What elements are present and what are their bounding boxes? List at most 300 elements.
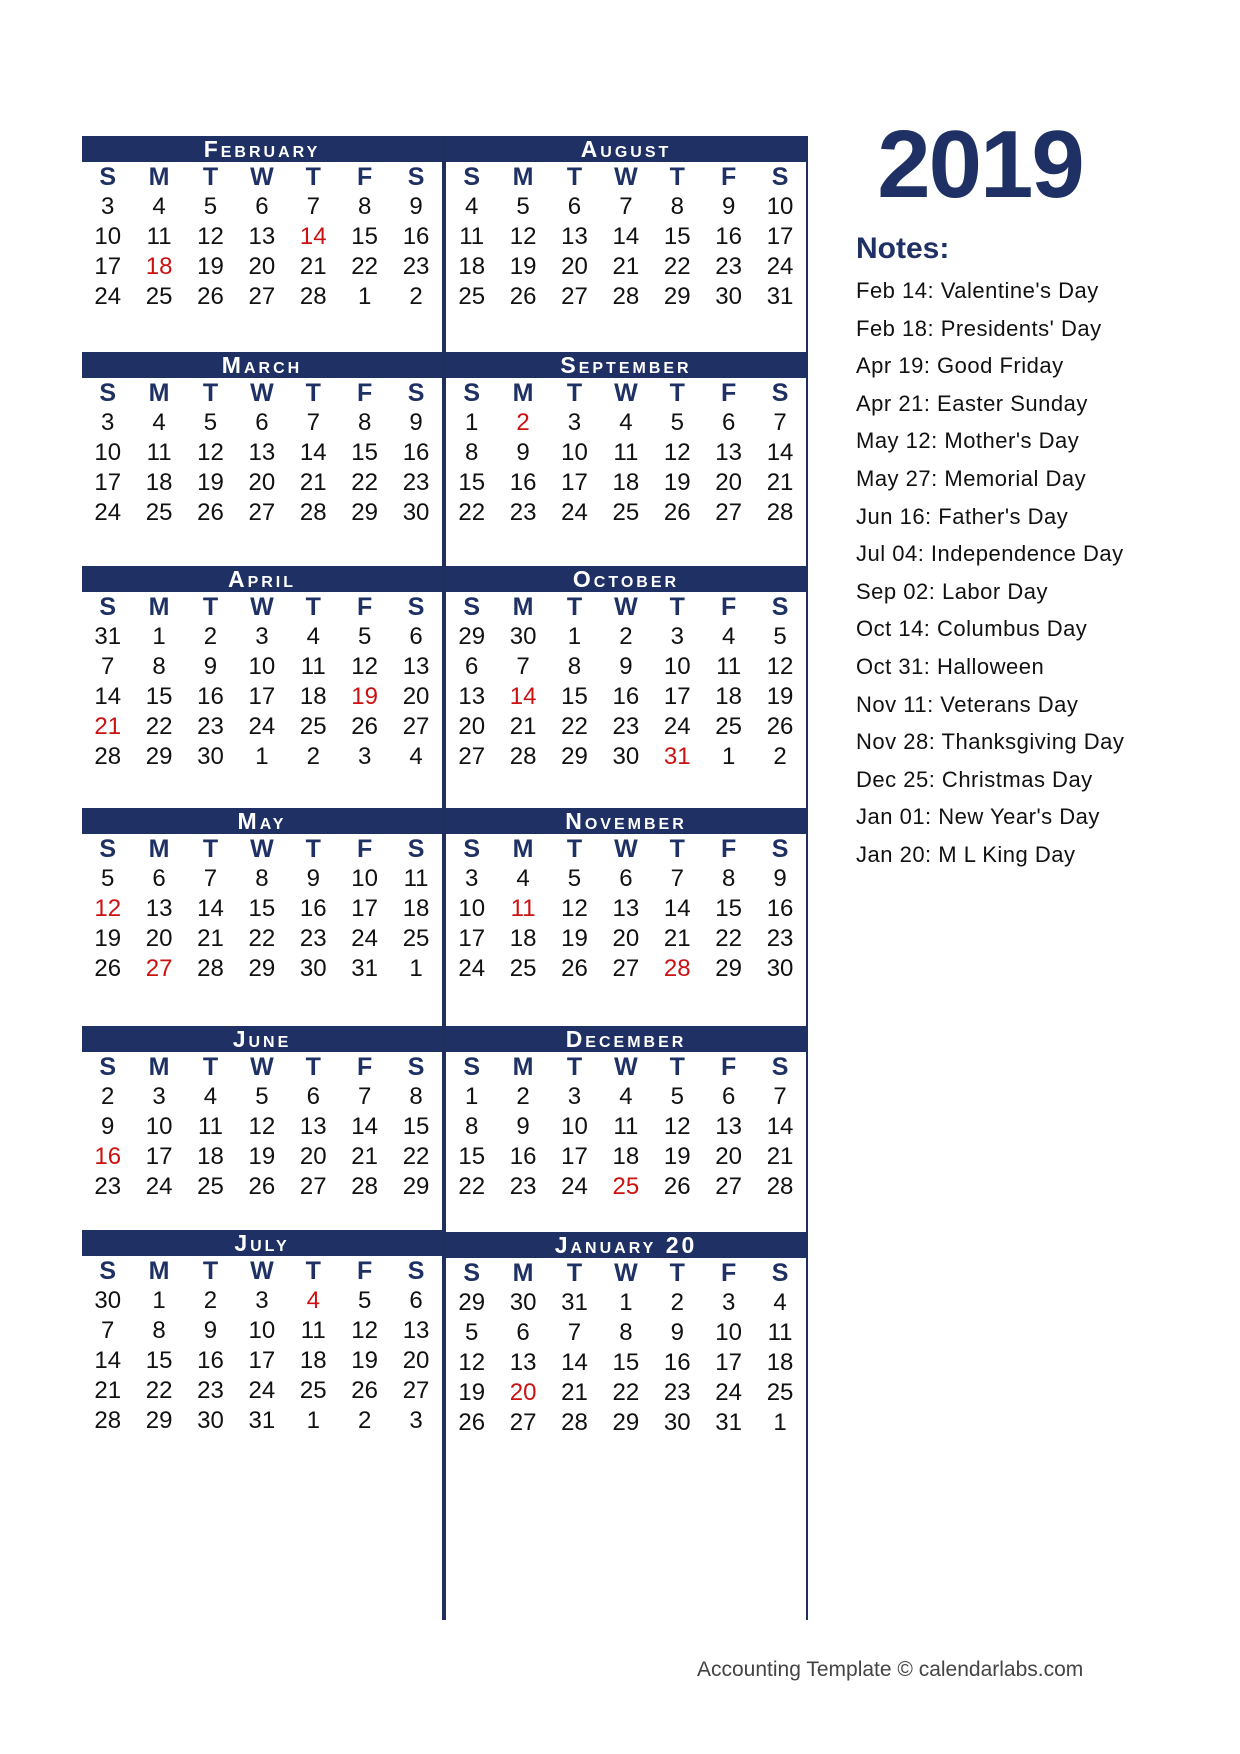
day-cell: 1 [357, 283, 372, 310]
day-cell: 22 [458, 499, 486, 526]
weekday-label: S [771, 1259, 789, 1287]
month-block [82, 566, 442, 772]
day-cell: 14 [299, 439, 327, 466]
day-cell: 6 [255, 193, 269, 220]
day-cell: 22 [458, 1173, 486, 1200]
day-cell: 24 [351, 925, 378, 952]
day-cell: 29 [458, 623, 486, 650]
day-cell: 2 [101, 1083, 115, 1110]
day-cell: 1 [465, 409, 479, 436]
month-header: March [82, 352, 442, 378]
note-item: May 27: Memorial Day [856, 465, 1087, 491]
day-cell: 25 [299, 713, 327, 740]
day-cell: 13 [248, 223, 276, 250]
weekday-label: M [512, 1259, 534, 1287]
weekday-label: T [669, 163, 685, 191]
day-cell: 9 [516, 1113, 530, 1140]
day-cell: 12 [248, 1113, 276, 1140]
weekday-label: F [357, 593, 373, 621]
day-cell: 1 [255, 743, 269, 770]
day-cell: 11 [403, 865, 429, 892]
weekday-label: M [148, 1257, 170, 1285]
day-cell: 21 [663, 925, 691, 952]
month-header: May [82, 808, 442, 834]
day-cell: 9 [409, 193, 423, 220]
day-cell: 7 [773, 409, 787, 436]
day-cell: 29 [458, 1289, 486, 1316]
day-cell: 20 [561, 253, 588, 280]
week-row [446, 1378, 806, 1408]
day-cell: 14 [94, 1347, 122, 1374]
day-cell: 26 [561, 955, 588, 982]
day-cell: 10 [248, 653, 276, 680]
day-cell: 18 [402, 895, 430, 922]
week-row [446, 712, 806, 742]
month-block [82, 352, 442, 528]
day-cell: 27 [402, 713, 430, 740]
week-row [82, 742, 442, 772]
week-row [446, 622, 806, 652]
week-row [446, 924, 806, 954]
day-cell: 12 [351, 1317, 378, 1344]
day-cell: 14 [299, 223, 327, 250]
day-cell: 9 [516, 439, 530, 466]
weekday-label: W [250, 835, 274, 863]
week-row [446, 682, 806, 712]
day-cell: 30 [197, 1407, 224, 1434]
day-cell: 3 [567, 409, 582, 436]
day-cell: 15 [663, 223, 691, 250]
day-cell: 28 [94, 743, 122, 770]
note-item: May 12: Mother's Day [856, 428, 1080, 454]
day-cell: 18 [715, 683, 742, 710]
weekday-label: F [721, 593, 737, 621]
week-row [82, 924, 442, 954]
day-cell: 14 [94, 683, 122, 710]
day-cell: 9 [773, 865, 787, 892]
day-cell: 7 [306, 409, 320, 436]
day-cell: 19 [351, 1347, 378, 1374]
day-cell: 8 [465, 439, 479, 466]
day-cell: 25 [458, 283, 486, 310]
weekday-label: S [99, 163, 117, 191]
week-row [446, 954, 806, 984]
day-cell: 18 [299, 1347, 327, 1374]
day-cell: 29 [145, 1407, 173, 1434]
day-cell: 31 [248, 1407, 276, 1434]
day-cell: 9 [409, 409, 423, 436]
day-cell: 13 [248, 439, 276, 466]
week-row [82, 622, 442, 652]
weekday-label: T [566, 835, 583, 863]
day-cell: 28 [766, 1173, 794, 1200]
day-cell: 11 [613, 1113, 639, 1140]
week-row [82, 864, 442, 894]
day-cell: 22 [248, 925, 276, 952]
day-cell: 5 [203, 193, 218, 220]
day-cell: 23 [766, 925, 794, 952]
day-cell: 6 [516, 1319, 530, 1346]
day-cell: 14 [766, 439, 794, 466]
day-cell: 28 [561, 1409, 588, 1436]
day-cell: 3 [152, 1083, 166, 1110]
week-row [82, 252, 442, 282]
weekday-label: T [202, 1257, 219, 1285]
day-cell: 4 [306, 1287, 320, 1314]
weekday-label: S [463, 593, 481, 621]
day-cell: 17 [766, 223, 794, 250]
day-cell: 17 [715, 1349, 742, 1376]
day-cell: 15 [402, 1113, 430, 1140]
weekday-label: W [614, 163, 638, 191]
day-cell: 24 [663, 713, 691, 740]
day-cell: 20 [145, 925, 173, 952]
weekday-label: W [614, 835, 638, 863]
week-row [82, 652, 442, 682]
day-cell: 8 [357, 409, 372, 436]
day-cell: 24 [145, 1173, 173, 1200]
day-cell: 23 [197, 1377, 224, 1404]
day-cell: 23 [612, 713, 640, 740]
day-cell: 25 [402, 925, 430, 952]
day-cell: 11 [198, 1113, 223, 1140]
day-cell: 26 [351, 713, 378, 740]
day-cell: 28 [663, 955, 691, 982]
right-calendar-column [444, 136, 808, 1620]
day-cell: 15 [458, 1143, 486, 1170]
day-cell: 6 [255, 409, 269, 436]
day-cell: 13 [458, 683, 486, 710]
day-cell: 7 [670, 865, 684, 892]
weekday-label: S [463, 835, 481, 863]
day-cell: 7 [567, 1319, 582, 1346]
weekday-label: S [463, 1259, 481, 1287]
year-title: 2019 [877, 111, 1083, 218]
weekday-row [82, 592, 442, 622]
weekday-label: W [614, 1259, 638, 1287]
day-cell: 10 [458, 895, 486, 922]
day-cell: 26 [663, 499, 691, 526]
day-cell: 7 [101, 653, 115, 680]
weekday-label: M [148, 835, 170, 863]
weekday-label: M [148, 379, 170, 407]
day-cell: 28 [766, 499, 794, 526]
day-cell: 28 [197, 955, 224, 982]
day-cell: 9 [670, 1319, 684, 1346]
day-cell: 24 [94, 283, 122, 310]
day-cell: 4 [306, 623, 320, 650]
note-item: Jan 20: M L King Day [856, 841, 1076, 867]
day-cell: 22 [145, 713, 173, 740]
day-cell: 6 [152, 865, 166, 892]
day-cell: 2 [357, 1407, 372, 1434]
week-row [446, 1172, 806, 1202]
day-cell: 30 [197, 743, 224, 770]
week-row [82, 1142, 442, 1172]
day-cell: 10 [94, 223, 122, 250]
day-cell: 2 [203, 623, 218, 650]
note-item: Dec 25: Christmas Day [856, 766, 1093, 792]
weekday-label: S [407, 835, 425, 863]
month-block [82, 1230, 442, 1436]
day-cell: 9 [721, 193, 736, 220]
weekday-label: F [357, 163, 373, 191]
day-cell: 10 [766, 193, 794, 220]
weekday-label: T [669, 593, 685, 621]
day-cell: 28 [94, 1407, 122, 1434]
weekday-label: S [99, 1257, 117, 1285]
weekday-label: S [771, 163, 789, 191]
day-cell: 25 [612, 1173, 640, 1200]
day-cell: 29 [612, 1409, 640, 1436]
day-cell: 11 [767, 1319, 793, 1346]
day-cell: 29 [561, 743, 588, 770]
week-row [82, 192, 442, 222]
day-cell: 10 [561, 439, 588, 466]
weekday-row [446, 1258, 806, 1288]
weekday-label: F [721, 1053, 737, 1081]
day-cell: 27 [402, 1377, 430, 1404]
day-cell: 4 [721, 623, 736, 650]
day-cell: 13 [402, 653, 430, 680]
month-header: June [82, 1026, 442, 1052]
day-cell: 21 [766, 469, 794, 496]
week-row [82, 954, 442, 984]
day-cell: 26 [458, 1409, 486, 1436]
day-cell: 5 [516, 193, 530, 220]
day-cell: 19 [248, 1143, 276, 1170]
day-cell: 5 [357, 623, 372, 650]
weekday-label: S [99, 593, 117, 621]
month-header: January 20 [446, 1232, 806, 1258]
day-cell: 27 [715, 499, 742, 526]
day-cell: 24 [248, 1377, 276, 1404]
day-cell: 19 [663, 1143, 691, 1170]
weekday-label: W [250, 379, 274, 407]
day-cell: 17 [561, 469, 588, 496]
weekday-label: T [202, 593, 219, 621]
day-cell: 18 [766, 1349, 794, 1376]
day-cell: 19 [561, 925, 588, 952]
week-row [446, 282, 806, 312]
day-cell: 3 [465, 865, 479, 892]
day-cell: 4 [619, 409, 633, 436]
day-cell: 11 [510, 895, 536, 922]
day-cell: 3 [721, 1289, 736, 1316]
note-item: Nov 11: Veterans Day [856, 691, 1079, 717]
day-cell: 3 [357, 743, 372, 770]
week-row [82, 1082, 442, 1112]
day-cell: 18 [458, 253, 486, 280]
weekday-row [82, 834, 442, 864]
day-cell: 14 [612, 223, 640, 250]
month-block [446, 1026, 806, 1202]
day-cell: 7 [203, 865, 218, 892]
day-cell: 30 [402, 499, 430, 526]
day-cell: 22 [402, 1143, 430, 1170]
month-header: July [82, 1230, 442, 1256]
day-cell: 22 [715, 925, 742, 952]
day-cell: 14 [663, 895, 691, 922]
day-cell: 10 [715, 1319, 742, 1346]
week-row [82, 408, 442, 438]
day-cell: 15 [715, 895, 742, 922]
day-cell: 21 [299, 253, 327, 280]
day-cell: 23 [715, 253, 742, 280]
day-cell: 6 [721, 409, 736, 436]
week-row [446, 498, 806, 528]
month-header: November [446, 808, 806, 834]
week-row [446, 894, 806, 924]
day-cell: 30 [94, 1287, 122, 1314]
day-cell: 4 [152, 409, 166, 436]
week-row [446, 1348, 806, 1378]
day-cell: 1 [152, 623, 166, 650]
day-cell: 26 [509, 283, 537, 310]
day-cell: 30 [663, 1409, 691, 1436]
weekday-label: S [771, 835, 789, 863]
day-cell: 2 [306, 743, 320, 770]
day-cell: 8 [152, 653, 166, 680]
day-cell: 20 [299, 1143, 327, 1170]
day-cell: 25 [145, 499, 173, 526]
day-cell: 4 [203, 1083, 218, 1110]
day-cell: 16 [94, 1143, 122, 1170]
day-cell: 25 [299, 1377, 327, 1404]
day-cell: 18 [145, 469, 173, 496]
day-cell: 14 [197, 895, 224, 922]
day-cell: 5 [773, 623, 787, 650]
day-cell: 3 [101, 193, 115, 220]
day-cell: 30 [766, 955, 794, 982]
day-cell: 12 [197, 223, 224, 250]
day-cell: 26 [351, 1377, 378, 1404]
day-cell: 14 [509, 683, 537, 710]
day-cell: 27 [145, 955, 173, 982]
note-item: Oct 14: Columbus Day [856, 616, 1088, 642]
weekday-label: M [512, 379, 534, 407]
weekday-label: W [614, 1053, 638, 1081]
week-row [446, 468, 806, 498]
weekday-label: S [407, 1053, 425, 1081]
weekday-label: T [305, 379, 321, 407]
weekday-row [82, 378, 442, 408]
day-cell: 12 [663, 1113, 691, 1140]
week-row [82, 282, 442, 312]
day-cell: 3 [255, 1287, 269, 1314]
day-cell: 25 [612, 499, 640, 526]
week-row [82, 1376, 442, 1406]
day-cell: 25 [715, 713, 742, 740]
day-cell: 17 [94, 253, 122, 280]
day-cell: 23 [94, 1173, 122, 1200]
weekday-row [446, 162, 806, 192]
day-cell: 13 [715, 439, 742, 466]
day-cell: 21 [509, 713, 537, 740]
day-cell: 5 [101, 865, 115, 892]
day-cell: 4 [619, 1083, 633, 1110]
day-cell: 7 [619, 193, 633, 220]
day-cell: 6 [721, 1083, 736, 1110]
weekday-label: M [148, 163, 170, 191]
weekday-label: S [407, 163, 425, 191]
day-cell: 7 [357, 1083, 372, 1110]
day-cell: 6 [465, 653, 479, 680]
day-cell: 10 [561, 1113, 588, 1140]
day-cell: 13 [715, 1113, 742, 1140]
day-cell: 12 [197, 439, 224, 466]
day-cell: 17 [663, 683, 691, 710]
day-cell: 12 [509, 223, 537, 250]
day-cell: 21 [351, 1143, 378, 1170]
day-cell: 30 [509, 623, 537, 650]
day-cell: 3 [409, 1407, 423, 1434]
note-item: Nov 28: Thanksgiving Day [856, 729, 1125, 755]
weekday-label: T [202, 379, 219, 407]
day-cell: 1 [721, 743, 736, 770]
day-cell: 27 [248, 283, 276, 310]
weekday-label: S [407, 379, 425, 407]
weekday-label: F [357, 1257, 373, 1285]
day-cell: 16 [197, 683, 224, 710]
day-cell: 21 [197, 925, 224, 952]
note-item: Feb 18: Presidents' Day [856, 315, 1102, 341]
day-cell: 15 [145, 1347, 173, 1374]
week-row [446, 1082, 806, 1112]
weekday-label: F [357, 1053, 373, 1081]
day-cell: 28 [509, 743, 537, 770]
week-row [82, 682, 442, 712]
day-cell: 15 [145, 683, 173, 710]
day-cell: 20 [248, 469, 276, 496]
day-cell: 19 [766, 683, 794, 710]
day-cell: 9 [203, 1317, 218, 1344]
day-cell: 11 [146, 439, 172, 466]
day-cell: 26 [248, 1173, 276, 1200]
day-cell: 8 [721, 865, 736, 892]
day-cell: 16 [402, 223, 430, 250]
day-cell: 28 [299, 499, 327, 526]
month-block [82, 808, 442, 984]
day-cell: 19 [458, 1379, 486, 1406]
day-cell: 1 [619, 1289, 633, 1316]
day-cell: 7 [516, 653, 530, 680]
weekday-row [446, 378, 806, 408]
day-cell: 14 [351, 1113, 378, 1140]
day-cell: 24 [94, 499, 122, 526]
week-row [446, 1142, 806, 1172]
day-cell: 3 [670, 623, 684, 650]
day-cell: 1 [306, 1407, 320, 1434]
day-cell: 3 [567, 1083, 582, 1110]
week-row [82, 712, 442, 742]
weekday-label: T [305, 163, 321, 191]
week-row [446, 1112, 806, 1142]
day-cell: 27 [248, 499, 276, 526]
month-block [446, 566, 806, 772]
day-cell: 15 [458, 469, 486, 496]
day-cell: 16 [402, 439, 430, 466]
weekday-label: T [669, 379, 685, 407]
day-cell: 12 [458, 1349, 486, 1376]
day-cell: 4 [152, 193, 166, 220]
day-cell: 16 [766, 895, 794, 922]
day-cell: 6 [306, 1083, 320, 1110]
day-cell: 5 [567, 865, 582, 892]
day-cell: 23 [663, 1379, 691, 1406]
day-cell: 6 [409, 623, 423, 650]
weekday-label: T [669, 835, 685, 863]
